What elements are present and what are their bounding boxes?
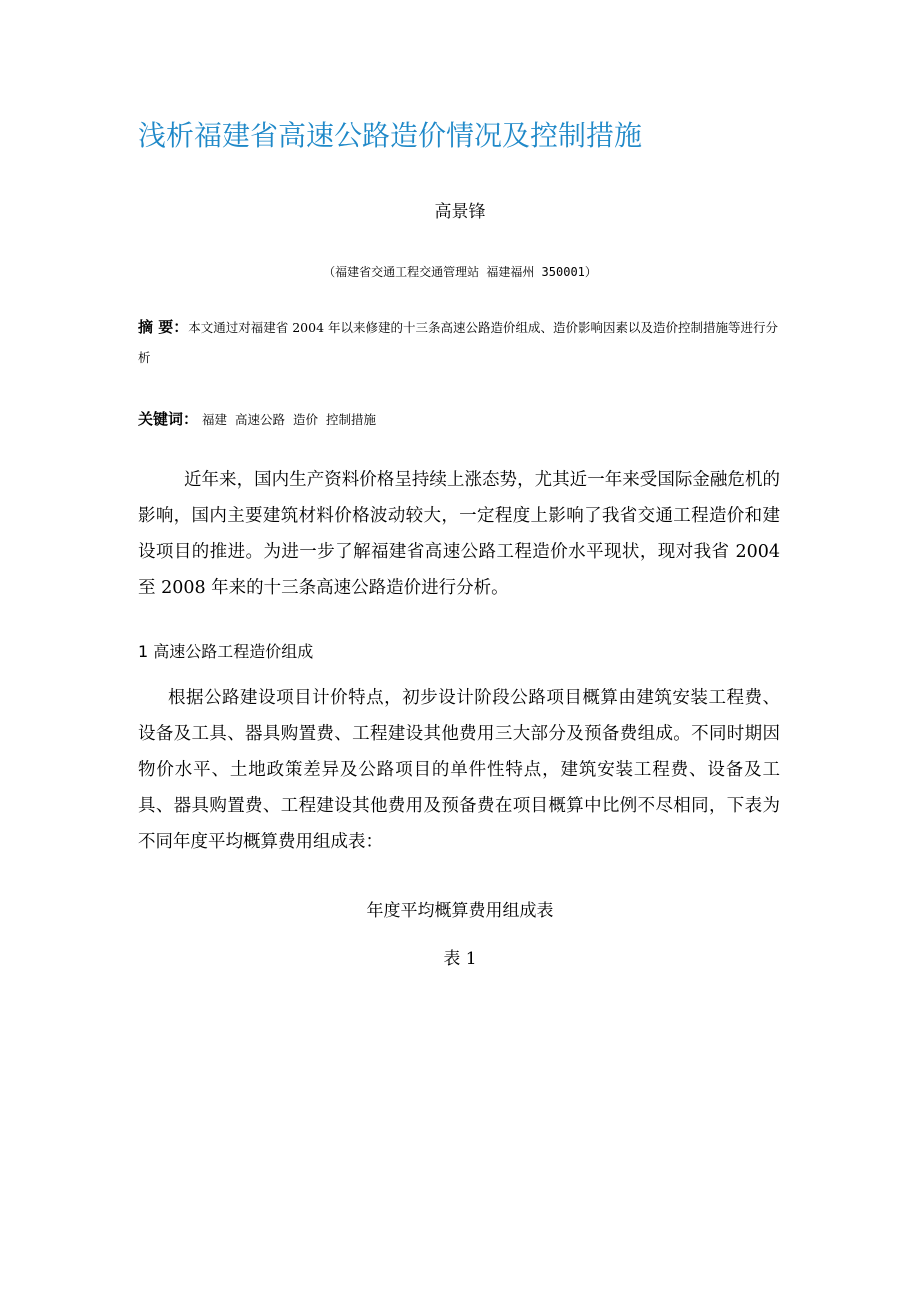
author-affiliation: （福建省交通工程交通管理站 福建福州 350001） xyxy=(323,265,597,279)
keyword: 造价 xyxy=(293,412,319,427)
section-paragraph: 根据公路建设项目计价特点，初步设计阶段公路项目概算由建筑安装工程费、设备及工具、器具购置费、工程建设其他费用三大部分及预备费组成。不同时期因物价水平、土地政策差异及公路项目的单件性特点，建筑安装工程费、设备及工具、器具购置费、工程建设其他费用及预备费在项目概算中比例不尽相同，下表为不同年度平均概算费用组成表： xyxy=(138,688,780,852)
keyword: 高速公路 xyxy=(235,412,286,427)
abstract-text: 本文通过对福建省 2004 年以来修建的十三条高速公路造价组成、造价影响因素以及造价控制措施等进行分析 xyxy=(138,320,778,365)
section-heading: 1 高速公路工程造价组成 xyxy=(138,642,314,661)
keywords xyxy=(138,404,788,435)
keyword: 福建 xyxy=(202,412,228,427)
keywords-label: 关键词： xyxy=(138,410,199,428)
table-caption: 年度平均概算费用组成表 xyxy=(366,901,554,921)
intro-paragraph: 近年来，国内生产资料价格呈持续上涨态势，尤其近一年来受国际金融危机的影响，国内主要建筑材料价格波动较大，一定程度上影响了我省交通工程造价和建设项目的推进。为进一步了解福建省高速公路工程造价水平现状，现对我省 2004 至 2008 年来的十三条高速公路造价进行分析。 xyxy=(138,470,780,598)
document-title: 浅析福建省高速公路造价情况及控制措施 xyxy=(138,119,643,152)
abstract-label: 摘 要： xyxy=(138,318,189,336)
keyword: 控制措施 xyxy=(326,412,377,427)
abstract xyxy=(138,312,788,373)
author-name: 高景锋 xyxy=(434,202,486,222)
table-number: 表 1 xyxy=(443,949,477,969)
